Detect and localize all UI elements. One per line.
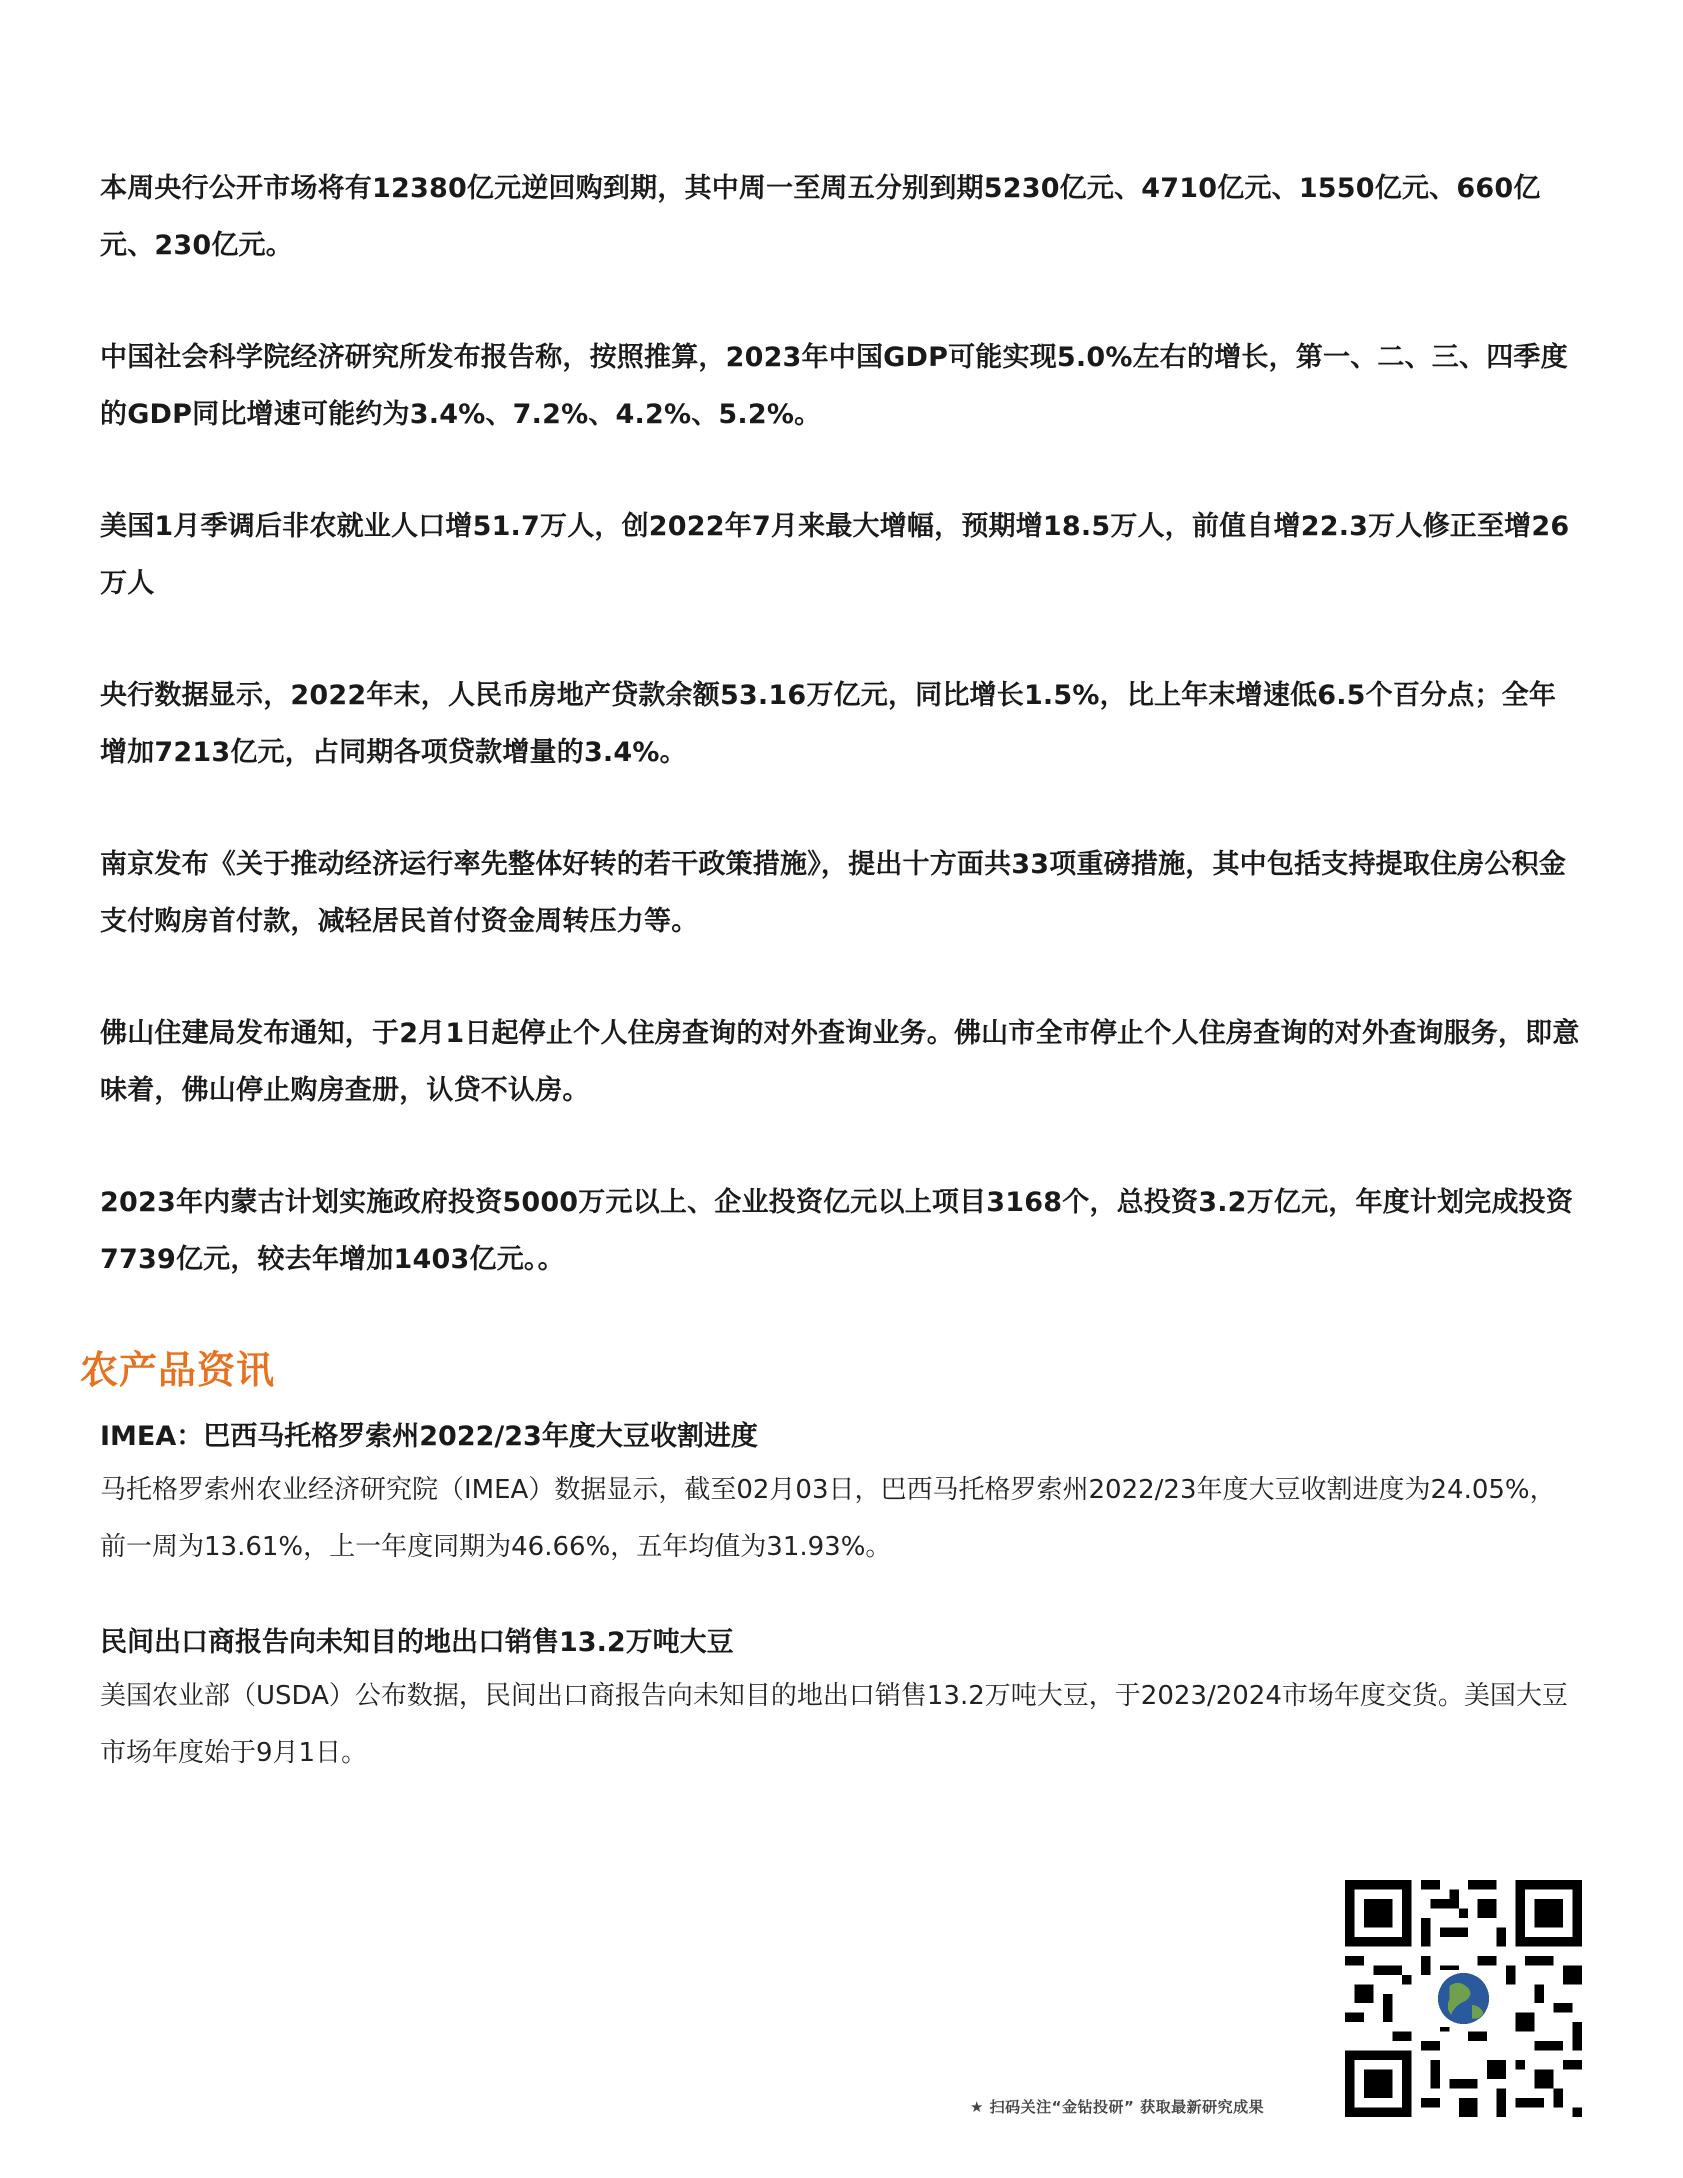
agri-news-body: 美国农业部（USDA）公布数据，民间出口商报告向未知目的地出口销售13.2万吨大豆，于2023/2024市场年度交货。美国大豆市场年度始于9月1日。 (100, 1681, 1568, 1768)
agri-news-item (100, 1412, 1580, 1576)
agri-news-item (100, 1618, 1580, 1782)
news-item: 美国1月季调后非农就业人口增51.7万人，创2022年7月来最大增幅，预期增18.5万人，前值自增22.3万人修正至增26万人 (100, 511, 1570, 599)
agri-news-title: IMEA：巴西马托格罗索州2022/23年度大豆收割进度 (100, 1421, 758, 1452)
news-item: 央行数据显示，2022年末，人民币房地产贷款余额53.16万亿元，同比增长1.5%，比上年末增速低6.5个百分点；全年增加7213亿元，占同期各项贷款增量的3.4%。 (100, 680, 1557, 768)
news-item: 佛山住建局发布通知，于2月1日起停止个人住房查询的对外查询业务。佛山市全市停止个人住房查询的对外查询服务，即意味着，佛山停止购房查册，认贷不认房。 (100, 1018, 1580, 1106)
agri-news-list (100, 1412, 1580, 1824)
news-item: 南京发布《关于推动经济运行率先整体好转的若干政策措施》，提出十方面共33项重磅措施，其中包括支持提取住房公积金支付购房首付款，减轻居民首付资金周转压力等。 (100, 849, 1567, 937)
news-item: 本周央行公开市场将有12380亿元逆回购到期，其中周一至周五分别到期5230亿元、4710亿元、1550亿元、660亿元、230亿元。 (100, 173, 1541, 261)
qr-caption: ★ 扫码关注“金钻投研” 获取最新研究成果 (970, 2098, 1265, 2116)
agri-news-title: 民间出口商报告向未知目的地出口销售13.2万吨大豆 (100, 1627, 734, 1658)
agri-news-body: 马托格罗索州农业经济研究院（IMEA）数据显示，截至02月03日，巴西马托格罗索州2022/23年度大豆收割进度为24.05%，前一周为13.61%，上一年度同期为46.66%，五年均值为31.93%。 (100, 1475, 1556, 1562)
news-item: 中国社会科学院经济研究所发布报告称，按照推算，2023年中国GDP可能实现5.0%左右的增长，第一、二、三、四季度的GDP同比增速可能约为3.4%、7.2%、4.2%、5.2%。 (100, 342, 1568, 430)
qr-code-image (1345, 1880, 1582, 2117)
news-item: 2023年内蒙古计划实施政府投资5000万元以上、企业投资亿元以上项目3168个，总投资3.2万亿元，年度计划完成投资7739亿元，较去年增加1403亿元。。 (100, 1187, 1574, 1275)
news-list (100, 160, 1580, 1343)
section-title-agri: 农产品资讯 (80, 1348, 276, 1392)
